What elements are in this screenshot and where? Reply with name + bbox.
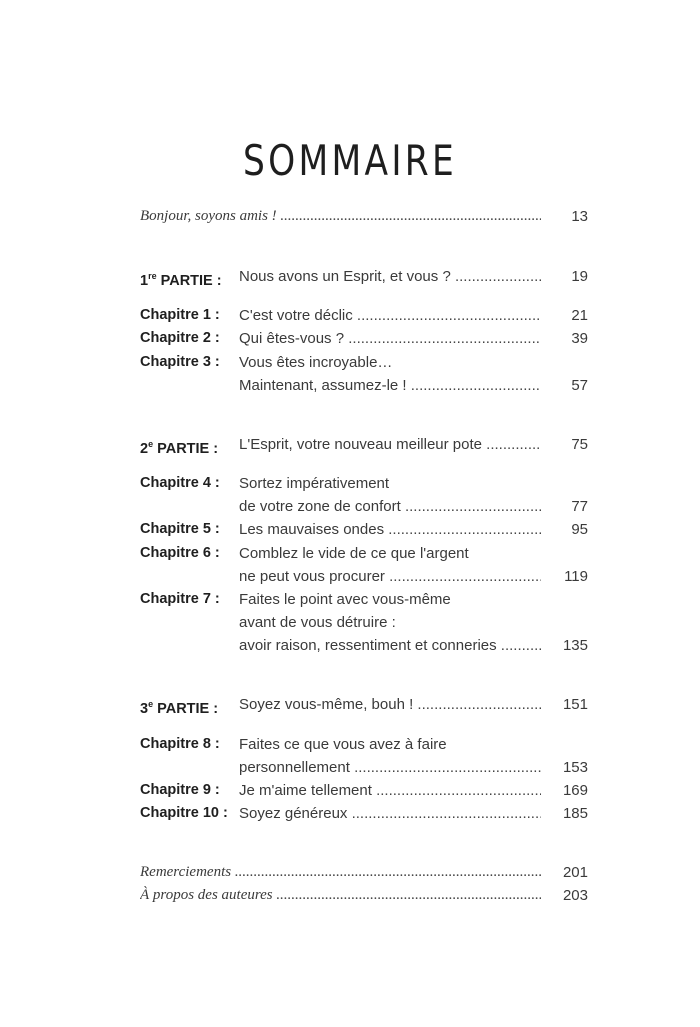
toc-entry-label: Chapitre 2 : (140, 330, 220, 346)
toc-entry-page: 21 (571, 307, 588, 324)
toc-entry-label: Chapitre 1 : (140, 307, 220, 323)
toc-entry-page: 13 (571, 208, 588, 225)
toc-entry-page: 39 (571, 330, 588, 347)
toc-entry-chapter-10[interactable] (0, 802, 700, 825)
toc-entry-chapter-4-cont[interactable] (0, 495, 700, 518)
toc-entry-title: Remerciements ..... (140, 861, 541, 884)
toc-entry-label: Chapitre 5 : (140, 521, 220, 537)
toc-entry-acknowledgements[interactable] (0, 861, 700, 884)
toc-entry-chapter-6[interactable] (0, 542, 700, 565)
toc-entry-title: Soyez généreux ..... (239, 802, 541, 825)
toc-entry-chapter-4[interactable] (0, 472, 700, 495)
toc-entry-title: C'est votre déclic ..... (239, 304, 541, 327)
toc-entry-page: 169 (562, 782, 588, 799)
toc-entry-label: Chapitre 9 : (140, 782, 220, 798)
toc-entry-chapter-6-cont[interactable] (0, 565, 700, 588)
toc-entry-title: avant de vous détruire : (239, 614, 396, 631)
toc-entry-part-2[interactable] (0, 433, 700, 456)
toc-entry-label: 1re PARTIE : (140, 271, 222, 289)
toc-entry-page: 19 (571, 268, 588, 285)
toc-entry-title: À propos des auteures ..... (140, 884, 541, 907)
toc-entry-page: 57 (571, 377, 588, 394)
toc-entry-page: 151 (562, 696, 588, 713)
toc-entry-label: Chapitre 10 : (140, 805, 228, 821)
toc-entry-intro[interactable] (0, 205, 700, 228)
toc-entry-about-authors[interactable] (0, 884, 700, 907)
toc-entry-page: 153 (562, 759, 588, 776)
toc-entry-chapter-8-cont[interactable] (0, 756, 700, 779)
toc-entry-title: L'Esprit, votre nouveau meilleur pote ..... (239, 433, 541, 456)
toc-entry-label: Chapitre 3 : (140, 354, 220, 370)
toc-entry-label: Chapitre 7 : (140, 591, 220, 607)
toc-entry-title: Nous avons un Esprit, et vous ? ..... (239, 265, 541, 288)
toc-entry-page: 201 (562, 864, 588, 881)
page-title: SOMMAIRE (242, 136, 458, 185)
toc-entry-page: 95 (571, 521, 588, 538)
toc-entry-title: Je m'aime tellement ..... (239, 779, 541, 802)
toc-entry-chapter-3[interactable] (0, 351, 700, 374)
toc-entry-page: 203 (562, 887, 588, 904)
toc-entry-part-1[interactable] (0, 265, 700, 288)
toc-entry-chapter-7[interactable] (0, 588, 700, 611)
toc-entry-page: 119 (564, 568, 588, 585)
toc-entry-chapter-8[interactable] (0, 733, 700, 756)
toc-entry-chapter-2[interactable] (0, 327, 700, 350)
toc-entry-chapter-1[interactable] (0, 304, 700, 327)
toc-entry-title: ne peut vous procurer ..... (239, 565, 541, 588)
toc-entry-chapter-7-cont[interactable] (0, 634, 700, 657)
toc-entry-title: personnellement ..... (239, 756, 541, 779)
toc-entry-chapter-5[interactable] (0, 518, 700, 541)
toc-entry-title: Sortez impérativement (239, 475, 390, 492)
toc-entry-label: 3e PARTIE : (140, 699, 219, 717)
toc-entry-title: Les mauvaises ondes ..... (239, 518, 541, 541)
toc-entry-chapter-9[interactable] (0, 779, 700, 802)
toc-entry-title: Qui êtes-vous ? ..... (239, 327, 541, 350)
toc-entry-title: de votre zone de confort ..... (239, 495, 541, 518)
toc-entry-chapter-3-cont[interactable] (0, 374, 700, 397)
toc-entry-title: Comblez le vide de ce que l'argent (239, 545, 469, 562)
toc-entry-title: Faites ce que vous avez à faire (239, 736, 447, 753)
toc-entry-title: Vous êtes incroyable… (239, 354, 393, 371)
toc-entry-title: Bonjour, soyons amis ! ..... (140, 205, 541, 228)
toc-entry-title: Faites le point avec vous-même (239, 591, 451, 608)
toc-entry-page: 135 (562, 637, 588, 654)
toc-entry-part-3[interactable] (0, 693, 700, 716)
toc-entry-title: avoir raison, ressentiment et conneries ..... (239, 634, 541, 657)
toc-entry-page: 75 (571, 436, 588, 453)
toc-entry-label: Chapitre 6 : (140, 545, 220, 561)
toc-entry-title: Soyez vous-même, bouh ! ..... (239, 693, 541, 716)
toc-entry-title: Maintenant, assumez-le ! ..... (239, 374, 541, 397)
toc-entry-label: Chapitre 8 : (140, 736, 220, 752)
toc-entry-label: Chapitre 4 : (140, 475, 220, 491)
toc-entry-page: 77 (571, 498, 588, 515)
toc-entry-page: 185 (562, 805, 588, 822)
toc-entry-label: 2e PARTIE : (140, 439, 219, 457)
toc-entry-chapter-7-cont[interactable] (0, 611, 700, 634)
